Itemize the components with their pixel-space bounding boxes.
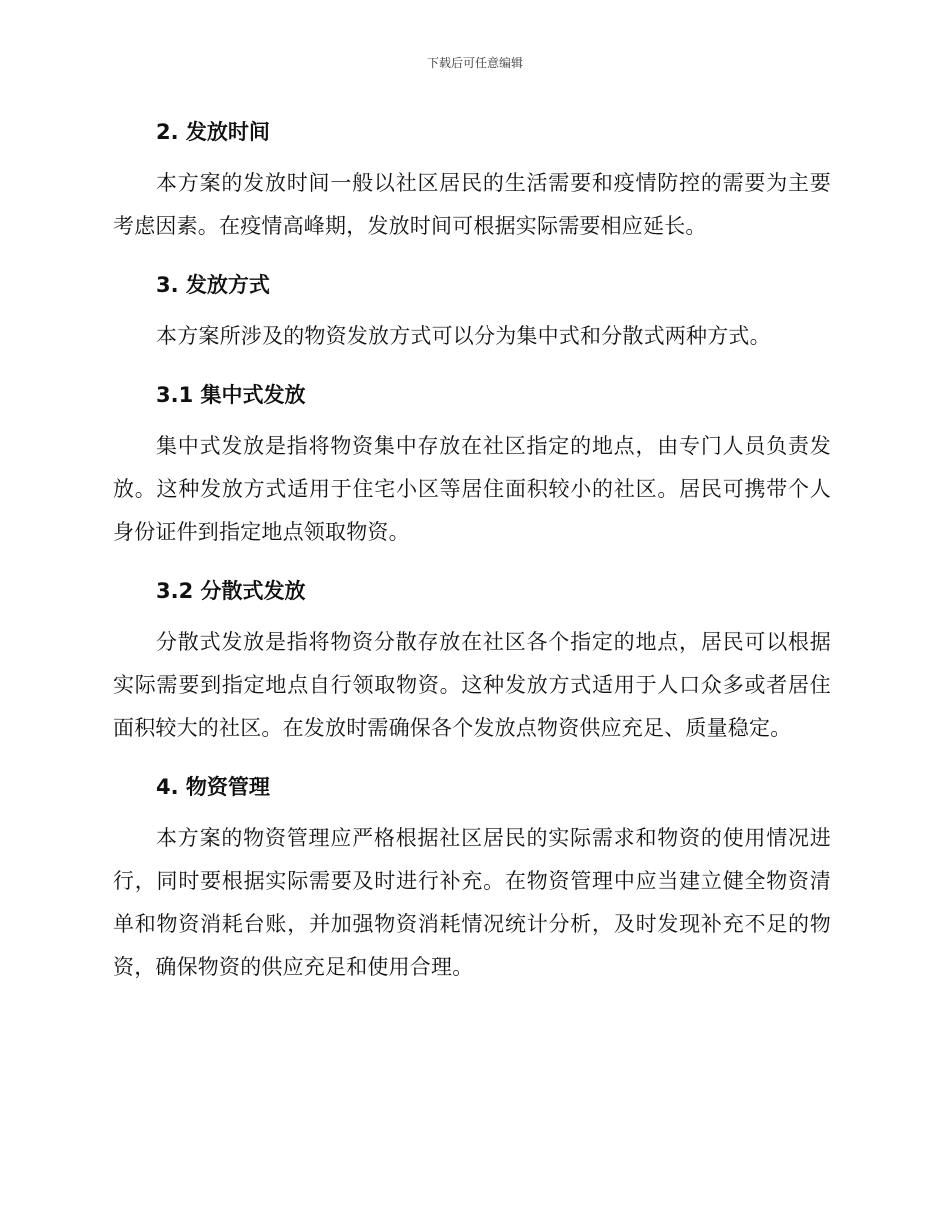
- section-paragraph-decentralized-distribution: 分散式发放是指将物资分散存放在社区各个指定的地点，居民可以根据实际需要到指定地点自行领取物资。这种发放方式适用于人口众多或者居住面积较大的社区。在发放时需确保各个发放点物资供应充足、质量稳定。: [113, 630, 831, 740]
- document-body: [113, 108, 831, 1002]
- section-paragraph-distribution-time: 本方案的发放时间一般以社区居民的生活需要和疫情防控的需要为主要考虑因素。在疫情高峰期，发放时间可根据实际需要相应延长。: [113, 171, 831, 238]
- section-paragraph-material-management: 本方案的物资管理应严格根据社区居民的实际需求和物资的使用情况进行，同时要根据实际需要及时进行补充。在物资管理中应当建立健全物资清单和物资消耗台账，并加强物资消耗情况统计分析，及时发现补充不足的物资，确保物资的供应充足和使用合理。: [113, 826, 831, 979]
- section-heading-centralized-distribution: 3.1 集中式发放: [156, 383, 306, 407]
- section-paragraph-distribution-method: 本方案所涉及的物资发放方式可以分为集中式和分散式两种方式。: [156, 324, 771, 348]
- section-heading-distribution-method: 3. 发放方式: [156, 273, 270, 297]
- section-paragraph-centralized-distribution: 集中式发放是指将物资集中存放在社区指定的地点，由专门人员负责发放。这种发放方式适用于住宅小区等居住面积较小的社区。居民可携带个人身份证件到指定地点领取物资。: [113, 434, 831, 544]
- section-heading-material-management: 4. 物资管理: [156, 775, 270, 799]
- section-heading-decentralized-distribution: 3.2 分散式发放: [156, 579, 306, 603]
- header-note: 下载后可任意编辑: [426, 56, 523, 70]
- section-heading-distribution-time: 2. 发放时间: [156, 120, 270, 144]
